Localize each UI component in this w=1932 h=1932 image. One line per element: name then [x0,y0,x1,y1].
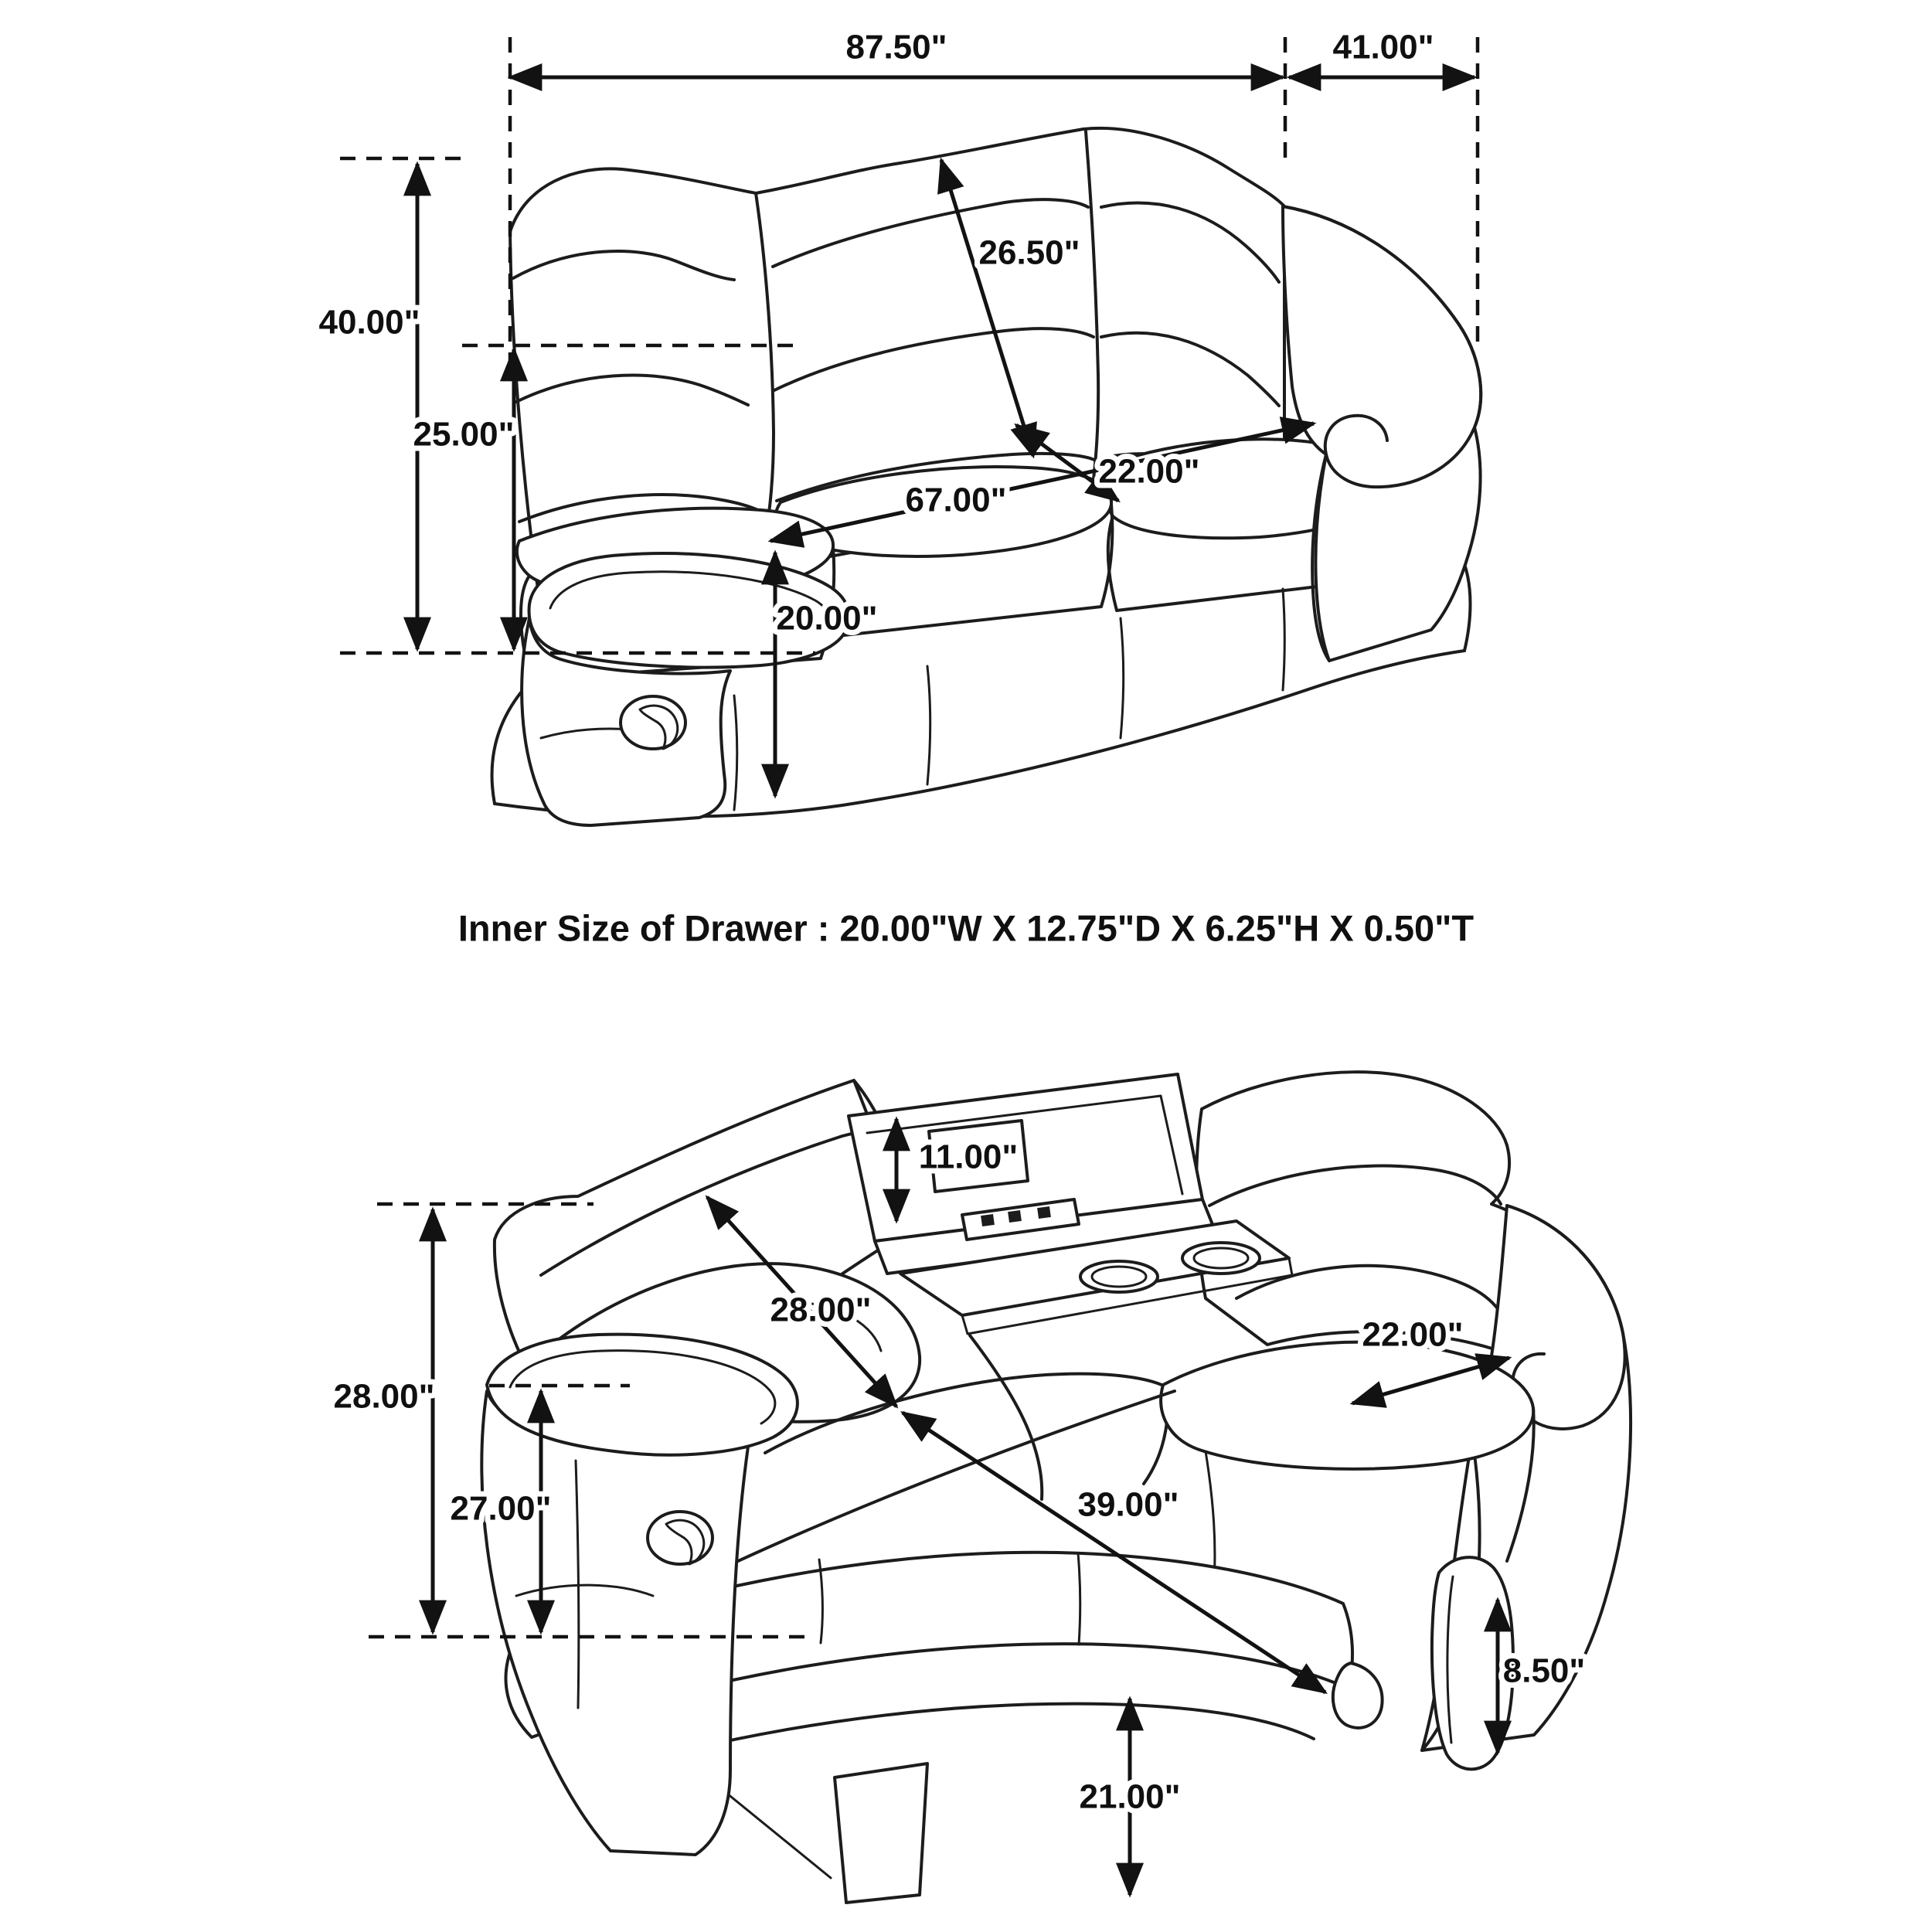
right-footrest-flap [1333,1557,1513,1769]
left-arm [522,553,849,825]
cup-holder-icon [1182,1243,1260,1274]
reclined-view [334,1072,1631,1903]
dimension-arm-height [413,349,515,649]
pull-strap-icon [1333,1663,1383,1728]
dim-label-arm-height: 25.00" [413,415,515,454]
dim-label-deck-floor-clearance: 21.00" [1079,1777,1181,1816]
cup-holder-icon [1080,1261,1158,1292]
dim-label-overall-height: 40.00" [318,303,420,342]
dim-label-overall-depth: 41.00" [1332,28,1434,66]
dimension-overall-depth [1289,29,1475,77]
sofa-reclined-drawing [481,1072,1631,1903]
drawer-size-note: Inner Size of Drawer : 20.00"W X 12.75"D X 6.25"H X 0.50"T [457,907,1475,949]
dimension-reclined-overall-height [334,1209,435,1632]
dim-label-overall-width: 87.50" [845,28,947,66]
dim-label-seat-depth-reclined: 22.00" [1362,1315,1464,1354]
upright-view [319,29,1481,825]
recliner-handle-icon [621,696,685,749]
dim-label-extension-length: 39.00" [1077,1485,1179,1524]
dim-label-reclined-overall-height: 28.00" [333,1377,435,1416]
dim-label-console-lid-height: 11.00" [918,1138,1019,1176]
right-arm [1283,206,1481,661]
dim-label-seat-front-height: 20.00" [776,599,878,638]
dim-label-seat-span: 67.00" [905,481,1007,519]
recliner-handle-icon [648,1512,713,1564]
footrest-support-flap [835,1764,927,1903]
dim-label-reclined-arm-height: 27.00" [450,1489,552,1528]
console-front-bulge [970,1335,1042,1499]
dim-label-seat-depth: 22.00" [1098,452,1200,491]
dim-label-back-diagonal-reclined: 28.00" [770,1291,872,1329]
dim-label-footrest-pad-height: 8.50" [1502,1651,1586,1690]
dim-label-back-diagonal: 26.50" [978,233,1080,272]
sofa-upright-drawing [492,128,1481,825]
dimension-overall-height [319,164,420,649]
dimension-deck-floor-clearance [1080,1699,1181,1895]
dimension-overall-width [510,29,1283,77]
left-arm-face [481,1391,748,1855]
